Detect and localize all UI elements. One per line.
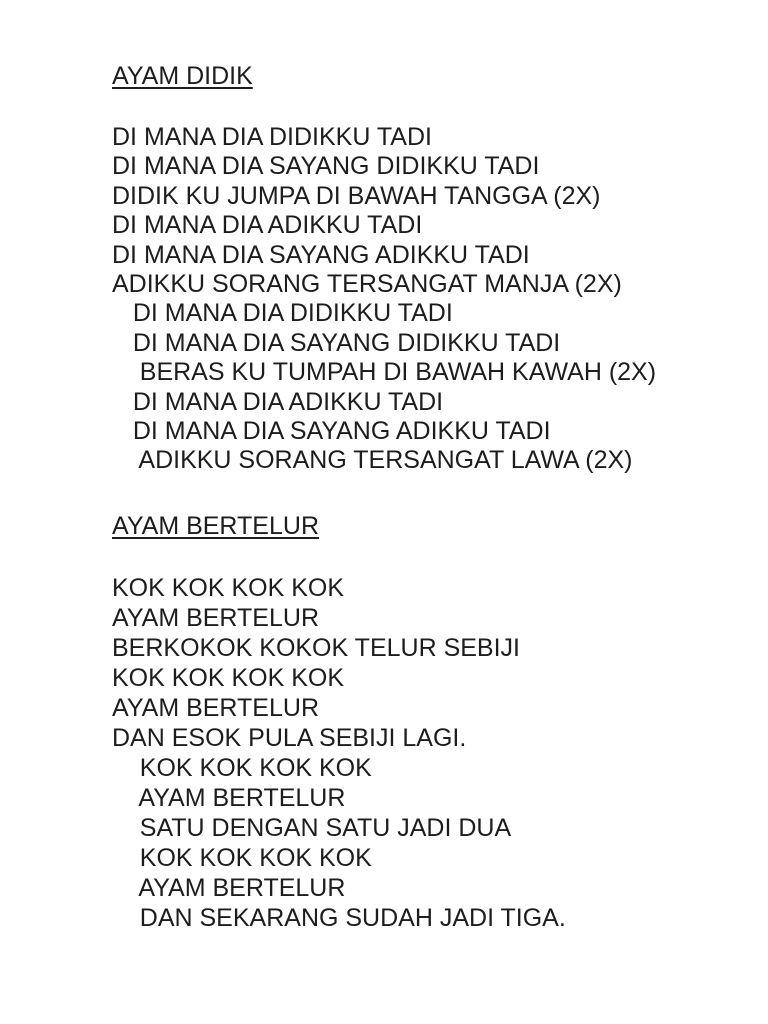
lyric-line: DI MANA DIA DIDIKKU TADI: [112, 299, 453, 328]
lyric-line: DIDIK KU JUMPA DI BAWAH TANGGA (2X): [112, 181, 601, 210]
lyric-line: AYAM BERTELUR: [112, 694, 319, 722]
song-section-ayam-didik: [112, 62, 748, 476]
lyric-line: BERKOKOK KOKOK TELUR SEBIJI: [112, 634, 520, 662]
song-title: AYAM DIDIK: [112, 62, 253, 90]
lyric-line: SATU DENGAN SATU JADI DUA: [112, 814, 512, 842]
lyric-line: DI MANA DIA SAYANG DIDIKKU TADI: [112, 328, 561, 357]
lyric-line: DI MANA DIA ADIKKU TADI: [112, 211, 423, 240]
song-title: AYAM BERTELUR: [112, 512, 319, 540]
lyric-line: ADIKKU SORANG TERSANGAT LAWA (2X): [112, 446, 633, 475]
lyric-line: DI MANA DIA SAYANG ADIKKU TADI: [112, 240, 530, 269]
song-section-ayam-bertelur: [112, 512, 748, 933]
lyric-line: KOK KOK KOK KOK: [112, 574, 345, 602]
lyric-line: DI MANA DIA SAYANG DIDIKKU TADI: [112, 152, 540, 181]
lyric-line: DAN ESOK PULA SEBIJI LAGI.: [112, 724, 467, 752]
lyric-line: DI MANA DIA SAYANG ADIKKU TADI: [112, 417, 551, 446]
lyric-line: ADIKKU SORANG TERSANGAT MANJA (2X): [112, 270, 622, 299]
lyric-line: AYAM BERTELUR: [112, 604, 319, 632]
lyric-line: KOK KOK KOK KOK: [112, 754, 372, 782]
lyric-line: AYAM BERTELUR: [112, 784, 346, 812]
lyric-line: AYAM BERTELUR: [112, 874, 346, 902]
song-lyrics: [112, 123, 748, 476]
song-lyrics: [112, 573, 748, 933]
lyric-line: DI MANA DIA ADIKKU TADI: [112, 387, 444, 416]
lyric-line: KOK KOK KOK KOK: [112, 844, 372, 872]
lyric-line: KOK KOK KOK KOK: [112, 664, 345, 692]
lyric-line: DAN SEKARANG SUDAH JADI TIGA.: [112, 904, 566, 932]
lyric-line: DI MANA DIA DIDIKKU TADI: [112, 123, 432, 151]
lyric-line: BERAS KU TUMPAH DI BAWAH KAWAH (2X): [112, 358, 657, 387]
